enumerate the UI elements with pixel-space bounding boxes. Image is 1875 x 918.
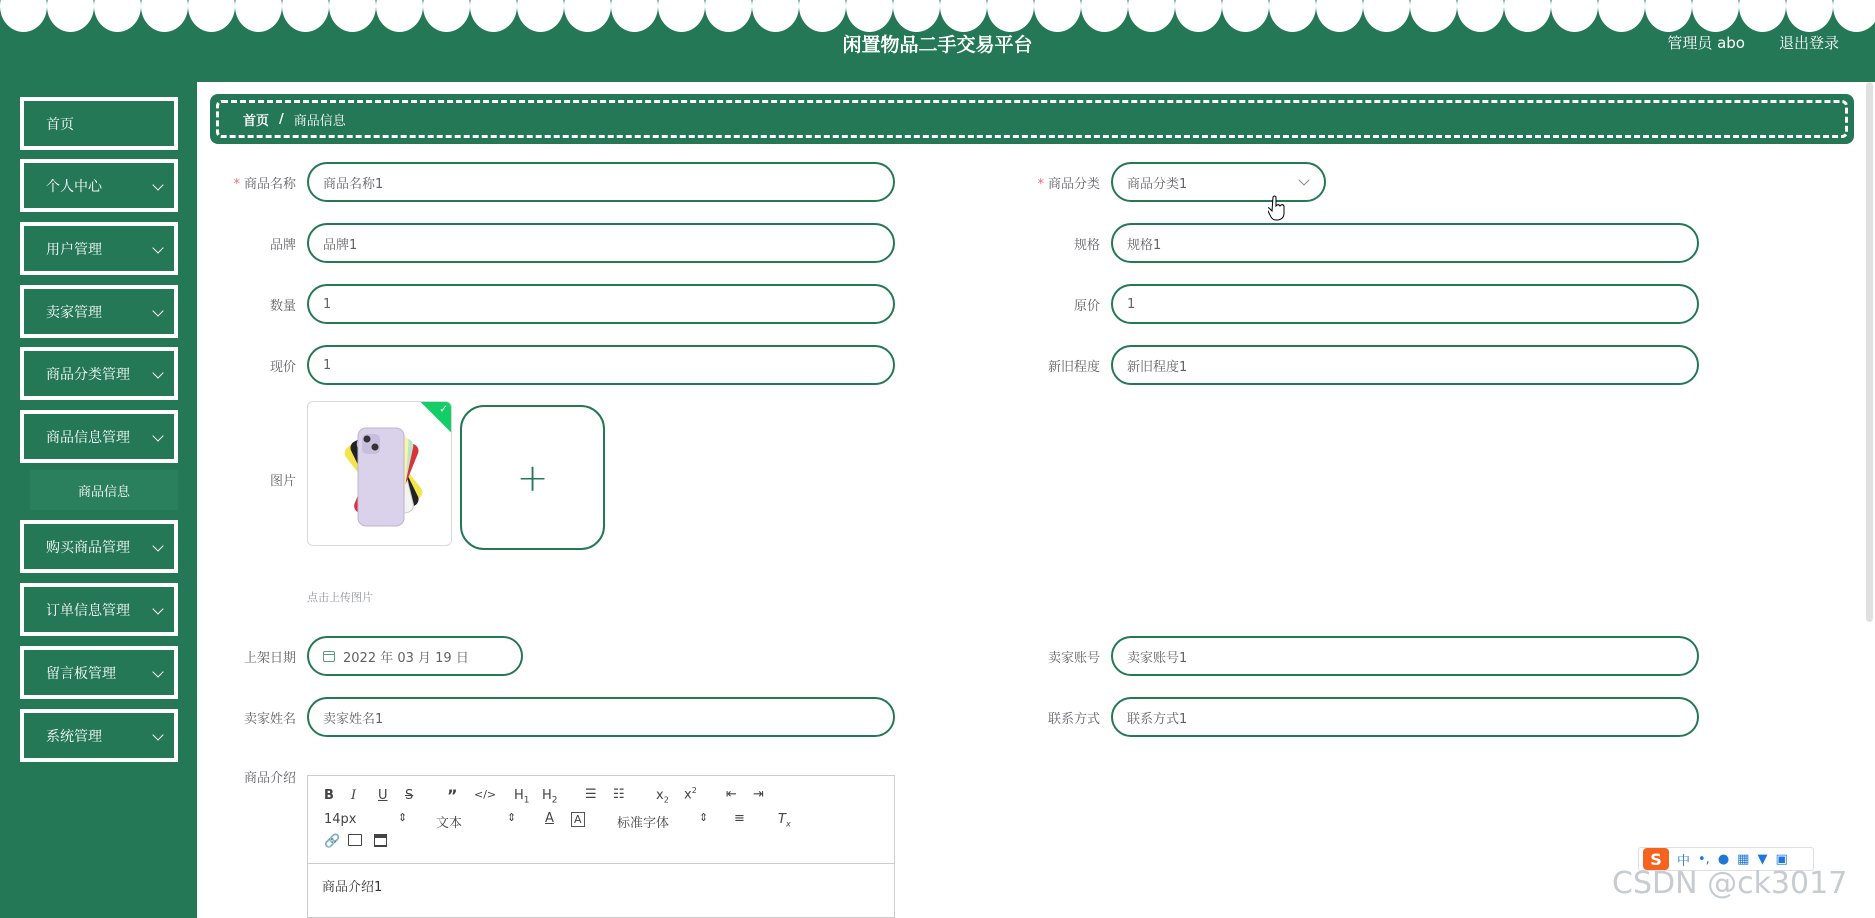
- skin-icon[interactable]: ▼: [1757, 851, 1768, 867]
- watermark: CSDN @ck3017: [1612, 866, 1848, 901]
- scallop-shape: [611, 0, 658, 32]
- scallop-shape: [329, 0, 376, 32]
- scallop-shape: [705, 0, 752, 32]
- chevron-down-icon: [152, 305, 163, 316]
- seller-name-label: 卖家姓名: [243, 712, 296, 727]
- submenu-item-product-info[interactable]: 商品信息: [30, 470, 178, 510]
- calendar-icon: [323, 651, 335, 662]
- sidebar-item-seller-management[interactable]: [20, 285, 178, 338]
- plus-icon: +: [516, 455, 549, 500]
- scallop-shape: [846, 0, 893, 32]
- original-price-input[interactable]: 1: [1111, 284, 1699, 324]
- text-type-select[interactable]: 文本: [436, 816, 463, 831]
- top-header: [0, 0, 1875, 82]
- condition-input[interactable]: 新旧程度1: [1111, 345, 1699, 385]
- scallop-shape: [1457, 0, 1504, 32]
- font-family-select[interactable]: 标准字体: [617, 816, 670, 831]
- current-price-label: 现价: [269, 360, 296, 375]
- scallop-shape: [752, 0, 799, 32]
- check-icon: ✓: [439, 402, 449, 416]
- admin-username: 管理员 abo: [1667, 34, 1745, 52]
- intro-label: 商品介绍: [243, 771, 296, 786]
- scallop-shape: [1081, 0, 1128, 32]
- sidebar-item-label: 商品信息管理: [46, 429, 130, 446]
- scallop-shape: [517, 0, 564, 32]
- category-label: [1010, 173, 1100, 192]
- scallop-shape: [1645, 0, 1692, 32]
- hand-cursor-icon: [1268, 195, 1286, 221]
- seller-name-input[interactable]: 卖家姓名1: [307, 697, 895, 737]
- app-title: 闲置物品二手交易平台: [842, 34, 1033, 56]
- contact-label: 联系方式: [1047, 712, 1100, 727]
- select-arrow-icon: ⇕: [699, 811, 709, 824]
- scallop-shape: [376, 0, 423, 32]
- sidebar-item-message-board[interactable]: [20, 646, 178, 699]
- scallop-shape: [1551, 0, 1598, 32]
- scallop-shape: [188, 0, 235, 32]
- scallop-shape: [658, 0, 705, 32]
- sidebar-item-label: 订单信息管理: [46, 602, 130, 619]
- scallop-shape: [94, 0, 141, 32]
- rich-text-editor: [307, 775, 895, 918]
- scallop-shape: [1316, 0, 1363, 32]
- punctuation-icon[interactable]: •,: [1698, 851, 1710, 867]
- contact-input[interactable]: 联系方式1: [1111, 697, 1699, 737]
- chevron-down-icon: [152, 603, 163, 614]
- header-scallop-border: [0, 0, 1875, 34]
- condition-label: 新旧程度: [1047, 360, 1100, 375]
- category-select-value: 商品分类1: [1127, 176, 1188, 192]
- sidebar-item-label: 商品分类管理: [46, 366, 130, 383]
- sidebar-item-label: 留言板管理: [46, 665, 116, 682]
- bullet-list-icon[interactable]: ☷: [613, 787, 625, 802]
- brand-input[interactable]: 品牌1: [307, 223, 895, 263]
- scallop-shape: [423, 0, 470, 32]
- outdent-icon[interactable]: ⇤: [726, 787, 737, 802]
- product-name-input[interactable]: 商品名称1: [307, 162, 895, 202]
- scallop-shape: [1692, 0, 1739, 32]
- scallop-shape: [1269, 0, 1316, 32]
- microphone-icon[interactable]: ●: [1717, 851, 1730, 867]
- subscript-icon[interactable]: $x_2$: [656, 788, 669, 805]
- underline-icon[interactable]: U: [378, 788, 388, 803]
- category-label-text: 商品分类: [1047, 177, 1100, 192]
- chevron-down-icon: [152, 367, 163, 378]
- chevron-down-icon: [152, 430, 163, 441]
- scallop-shape: [235, 0, 282, 32]
- scallop-shape: [1504, 0, 1551, 32]
- upload-tip: 点击上传图片: [307, 591, 373, 604]
- link-icon[interactable]: 🔗: [324, 834, 341, 849]
- editor-toolbar: [308, 776, 894, 864]
- sidebar-item-system[interactable]: [20, 709, 178, 762]
- scallop-shape: [1034, 0, 1081, 32]
- keyboard-icon[interactable]: ▦: [1737, 851, 1750, 867]
- superscript-icon[interactable]: $x^2$: [684, 786, 697, 803]
- heading1-icon[interactable]: $H_1$: [514, 788, 530, 806]
- scallop-shape: [1222, 0, 1269, 32]
- image-icon[interactable]: [348, 834, 362, 846]
- uploaded-image-thumbnail[interactable]: [307, 401, 452, 546]
- scallop-shape: [893, 0, 940, 32]
- sidebar-item-order-management[interactable]: [20, 583, 178, 636]
- chevron-down-icon: [152, 729, 163, 740]
- sidebar-item-home[interactable]: [20, 97, 178, 150]
- sidebar-item-purchase-management[interactable]: [20, 520, 178, 573]
- strikethrough-icon[interactable]: S: [405, 788, 414, 803]
- brand-label: 品牌: [269, 238, 296, 253]
- code-block-icon[interactable]: </>: [474, 788, 497, 801]
- scallop-shape: [1128, 0, 1175, 32]
- chevron-down-icon: [1298, 174, 1309, 185]
- scallop-shape: [1833, 0, 1875, 32]
- spec-input[interactable]: 规格1: [1111, 223, 1699, 263]
- scallop-shape: [1598, 0, 1645, 32]
- editor-content[interactable]: 商品介绍1: [322, 880, 383, 895]
- phone-image: [308, 402, 452, 546]
- scallop-shape: [1786, 0, 1833, 32]
- listing-date-value: 2022 年 03 月 19 日: [343, 650, 469, 666]
- logout-link[interactable]: 退出登录: [1778, 34, 1839, 52]
- bold-icon[interactable]: B: [324, 788, 334, 803]
- current-price-input[interactable]: 1: [307, 345, 895, 385]
- scallop-shape: [1175, 0, 1222, 32]
- spec-label: 规格: [1073, 238, 1100, 253]
- sidebar-item-product-management[interactable]: [20, 410, 178, 463]
- align-icon[interactable]: ≡: [734, 811, 745, 826]
- sidebar-item-personal-center[interactable]: [20, 159, 178, 212]
- heading2-icon[interactable]: $H_2$: [542, 788, 558, 806]
- scallop-shape: [799, 0, 846, 32]
- category-select[interactable]: [1111, 162, 1326, 202]
- italic-icon[interactable]: I: [351, 788, 357, 803]
- seller-account-label: 卖家账号: [1047, 651, 1100, 666]
- blockquote-icon[interactable]: ”: [447, 786, 458, 805]
- quantity-input[interactable]: 1: [307, 284, 895, 324]
- breadcrumb: [210, 94, 1854, 144]
- sidebar-item-category-management[interactable]: [20, 347, 178, 400]
- listing-date-label: 上架日期: [243, 651, 296, 666]
- sidebar-item-label: 卖家管理: [46, 304, 102, 321]
- image-label: 图片: [269, 474, 296, 489]
- chevron-down-icon: [152, 242, 163, 253]
- scallop-shape: [1739, 0, 1786, 32]
- sidebar-item-label: 首页: [46, 116, 74, 133]
- sidebar-item-user-management[interactable]: [20, 222, 178, 275]
- sidebar-item-label: 购买商品管理: [46, 539, 130, 556]
- scallop-shape: [940, 0, 987, 32]
- background-color-icon[interactable]: A: [571, 812, 585, 827]
- chevron-down-icon: [152, 666, 163, 677]
- breadcrumb-current: 商品信息: [293, 113, 346, 129]
- sidebar-item-label: 个人中心: [46, 178, 102, 195]
- breadcrumb-separator: /: [279, 111, 284, 127]
- required-mark: *: [233, 177, 240, 192]
- ordered-list-icon[interactable]: ☰: [585, 787, 597, 802]
- scallop-shape: [564, 0, 611, 32]
- product-name-label: [206, 173, 296, 192]
- seller-account-input[interactable]: 卖家账号1: [1111, 636, 1699, 676]
- product-name-label-text: 商品名称: [243, 177, 296, 192]
- upload-image-button[interactable]: [460, 405, 605, 550]
- listing-date-picker[interactable]: [307, 636, 523, 676]
- font-size-select[interactable]: 14px: [324, 812, 357, 827]
- scallop-shape: [1363, 0, 1410, 32]
- breadcrumb-home[interactable]: 首页: [243, 113, 270, 129]
- sidebar-item-label: 用户管理: [46, 241, 102, 258]
- scallop-shape: [987, 0, 1034, 32]
- video-icon[interactable]: [374, 834, 387, 847]
- sidebar: [0, 82, 197, 918]
- original-price-label: 原价: [1073, 299, 1100, 314]
- apps-icon[interactable]: ▣: [1775, 851, 1788, 867]
- clear-format-icon[interactable]: $T_x$: [778, 812, 791, 829]
- select-arrow-icon: ⇕: [398, 811, 408, 824]
- breadcrumb-inner: [216, 100, 1848, 138]
- sogou-logo-icon: S: [1643, 848, 1669, 870]
- scallop-shape: [0, 0, 47, 32]
- ime-lang[interactable]: 中: [1677, 853, 1691, 869]
- chevron-down-icon: [152, 179, 163, 190]
- required-mark: *: [1037, 177, 1044, 192]
- scrollbar[interactable]: [1866, 82, 1873, 622]
- scallop-shape: [282, 0, 329, 32]
- scallop-shape: [47, 0, 94, 32]
- chevron-down-icon: [152, 540, 163, 551]
- text-color-icon[interactable]: A: [545, 811, 554, 826]
- scallop-shape: [141, 0, 188, 32]
- scallop-shape: [470, 0, 517, 32]
- sidebar-item-label: 系统管理: [46, 728, 102, 745]
- select-arrow-icon: ⇕: [507, 811, 517, 824]
- quantity-label: 数量: [269, 299, 296, 314]
- indent-icon[interactable]: ⇥: [753, 787, 764, 802]
- scallop-shape: [1410, 0, 1457, 32]
